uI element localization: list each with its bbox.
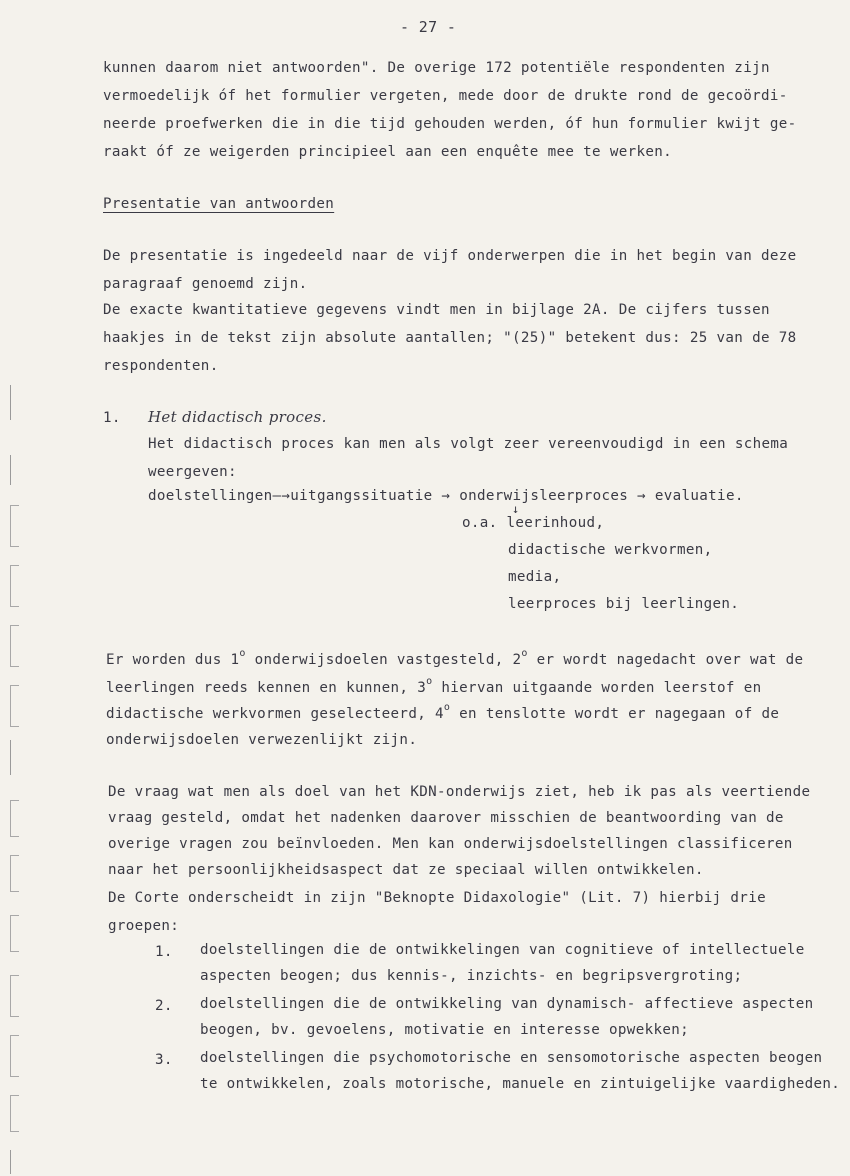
text-line: raakt óf ze weigerden principieel aan een enquête mee te werken. <box>103 144 673 160</box>
text-line: paragraaf genoemd zijn. <box>103 276 308 292</box>
list-item-line: aspecten beogen; dus kennis-, inzichts- en begripsvergroting; <box>200 968 743 984</box>
list-number: 1. <box>155 944 173 960</box>
degree-mark: o <box>443 702 451 713</box>
text-line: onderwijsdoelen verwezenlijkt zijn. <box>106 732 418 748</box>
text-line <box>106 702 780 722</box>
text-line: weergeven: <box>148 464 237 480</box>
text-line: neerde proefwerken die in die tijd gehouden werden, óf hun formulier kwijt ge- <box>103 116 797 132</box>
text-line: groepen: <box>108 918 180 934</box>
text-line: De presentatie is ingedeeld naar de vijf onderwerpen die in het begin van deze <box>103 248 797 264</box>
page-number: - 27 - <box>400 18 457 36</box>
text-segment: onderwijsdoelen vastgesteld, 2 <box>245 652 522 668</box>
text-line: De exacte kwantitatieve gegevens vindt men in bijlage 2A. De cijfers tussen <box>103 302 770 318</box>
arrow-down-icon: ↓ <box>512 502 520 516</box>
text-line: vraag gesteld, omdat het nadenken daarover misschien de beantwoording van de <box>108 810 784 826</box>
list-item-line: doelstellingen die de ontwikkeling van dynamisch- affectieve aspecten <box>200 996 814 1012</box>
section-number: 1. <box>103 410 121 426</box>
degree-mark: o <box>239 648 246 659</box>
text-line <box>106 648 804 668</box>
text-line: overige vragen zou beïnvloeden. Men kan onderwijsdoelstellingen classificeren <box>108 836 793 852</box>
list-number: 2. <box>155 998 173 1014</box>
text-segment: leerlingen reeds kennen en kunnen, 3 <box>106 680 427 696</box>
text-line: Het didactisch proces kan men als volgt zeer vereenvoudigd in een schema <box>148 436 789 452</box>
schema-line: doelstellingen—→uitgangssituatie → onderwijsleerproces → evaluatie. <box>148 488 744 504</box>
list-item-line: beogen, bv. gevoelens, motivatie en interesse opwekken; <box>200 1022 690 1038</box>
text-segment: didactische werkvormen geselecteerd, 4 <box>106 706 444 722</box>
degree-mark: o <box>426 676 433 687</box>
text-line: respondenten. <box>103 358 219 374</box>
schema-sub-line: media, <box>508 569 562 585</box>
text-segment: hiervan uitgaande worden leerstof en <box>432 680 762 696</box>
margin-mark <box>10 385 19 420</box>
text-line: haakjes in de tekst zijn absolute aantallen; "(25)" betekent dus: 25 van de 78 <box>103 330 797 346</box>
text-line: De vraag wat men als doel van het KDN-onderwijs ziet, heb ik pas als veertiende <box>108 784 811 800</box>
section-title: Het didactisch proces. <box>148 408 327 426</box>
text-line <box>106 676 762 696</box>
list-item-line: te ontwikkelen, zoals motorische, manuele en zintuigelijke vaardigheden. <box>200 1076 841 1092</box>
margin-mark <box>10 625 19 667</box>
schema-sub-line: o.a. leerinhoud, <box>462 515 605 531</box>
text-line: vermoedelijk óf het formulier vergeten, mede door de drukte rond de gecoördi- <box>103 88 788 104</box>
margin-mark <box>10 855 19 892</box>
text-segment: Er worden dus 1 <box>106 652 240 668</box>
text-segment: er wordt nagedacht over wat de <box>527 652 804 668</box>
degree-mark: o <box>521 648 528 659</box>
schema-sub-line: didactische werkvormen, <box>508 542 713 558</box>
margin-mark <box>10 505 19 547</box>
margin-mark <box>10 685 19 727</box>
text-segment: en tenslotte wordt er nagegaan of de <box>450 706 780 722</box>
list-item-line: doelstellingen die psychomotorische en sensomotorische aspecten beogen <box>200 1050 823 1066</box>
margin-mark <box>10 455 19 485</box>
margin-mark <box>10 1035 19 1077</box>
schema-sub-line: leerproces bij leerlingen. <box>508 596 740 612</box>
section-heading: Presentatie van antwoorden <box>103 196 335 212</box>
text-line: naar het persoonlijkheidsaspect dat ze speciaal willen ontwikkelen. <box>108 862 704 878</box>
list-number: 3. <box>155 1052 173 1068</box>
text-line: kunnen daarom niet antwoorden". De overige 172 potentiële respondenten zijn <box>103 60 770 76</box>
margin-mark <box>10 1150 19 1174</box>
margin-mark <box>10 800 19 837</box>
margin-mark <box>10 915 19 952</box>
margin-mark <box>10 1095 19 1132</box>
margin-mark <box>10 975 19 1017</box>
text-line: De Corte onderscheidt in zijn "Beknopte Didaxologie" (Lit. 7) hierbij drie <box>108 890 766 906</box>
margin-mark <box>10 565 19 607</box>
list-item-line: doelstellingen die de ontwikkelingen van cognitieve of intellectuele <box>200 942 805 958</box>
margin-mark <box>10 740 19 775</box>
